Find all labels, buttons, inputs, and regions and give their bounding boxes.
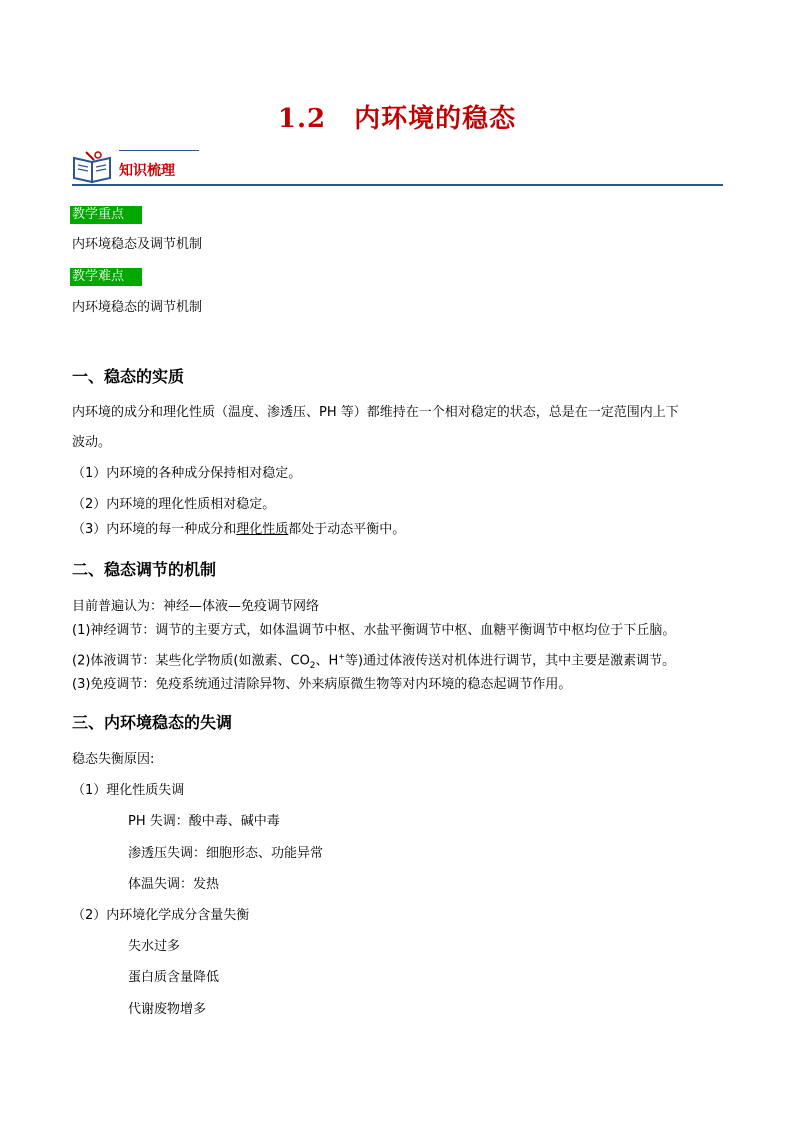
sub-1-item: 渗透压失调：细胞形态、功能异常 [128,846,324,861]
section-3-sub-2: （2）内环境化学成分含量失衡 [72,908,250,923]
focus-text: 内环境稳态及调节机制 [72,237,203,252]
title-text: 内环境的稳态 [354,104,517,134]
section-1-item-3 [72,521,405,539]
section-3-sub-1: （1）理化性质失调 [72,783,185,798]
item-2-suffix: 等)通过体液传送对机体进行调节，其中主要是激素调节。 [345,653,676,669]
section-3-intro: 稳态失衡原因: [72,752,155,767]
banner-label: 知识梳理 [119,163,175,179]
difficulty-text: 内环境稳态的调节机制 [72,300,203,315]
section-1-heading: 一、稳态的实质 [72,367,185,386]
section-1-item-2: （2）内环境的理化性质相对稳定。 [72,497,276,512]
section-3-heading: 三、内环境稳态的失调 [72,713,233,732]
sub-1-item: 体温失调：发热 [128,877,220,892]
section-2-item-1: (1)神经调节：调节的主要方式，如体温调节中枢、水盐平衡调节中枢、血糖平衡调节中枢均位于下丘脑。 [72,623,676,638]
item-2-subscript: 2 [309,660,316,671]
sub-2-item: 代谢废物增多 [128,1002,207,1017]
sub-2-item: 失水过多 [128,939,181,954]
title-number: 1.2 [277,104,327,134]
section-1-item-1: （1）内环境的各种成分保持相对稳定。 [72,466,302,481]
difficulty-label: 教学难点 [70,268,142,286]
item-2-middle: 、H [315,653,339,669]
section-2-item-3: (3)免疫调节：免疫系统通过清除异物、外来病原微生物等对内环境的稳态起调节作用。 [72,677,572,692]
section-2-intro: 目前普遍认为：神经—体液—免疫调节网络 [72,599,320,614]
item-2-prefix: (2)体液调节：某些化学物质(如激素、CO [72,653,310,669]
sub-2-item: 蛋白质含量降低 [128,970,220,985]
section-1-para-line-1: 内环境的成分和理化性质（温度、渗透压、PH 等）都维持在一个相对稳定的状态，总是在一定范围内上下 [72,405,679,420]
sub-1-item: PH 失调：酸中毒、碱中毒 [128,814,280,829]
item-2-superscript: + [338,652,346,661]
item-3-suffix: 都处于动态平衡中。 [288,522,406,537]
section-2-heading: 二、稳态调节的机制 [72,560,217,579]
section-1-para-line-2: 波动。 [72,435,112,450]
banner-divider [72,184,723,186]
knowledge-banner [72,146,723,188]
section-2-item-2 [72,648,675,675]
item-3-prefix: （3）内环境的每一种成分和 [72,522,237,537]
page-title [0,98,794,135]
banner-top-line [119,150,199,151]
item-3-underlined-term: 理化性质 [236,522,289,537]
book-icon [72,150,114,184]
focus-label: 教学重点 [70,206,142,224]
